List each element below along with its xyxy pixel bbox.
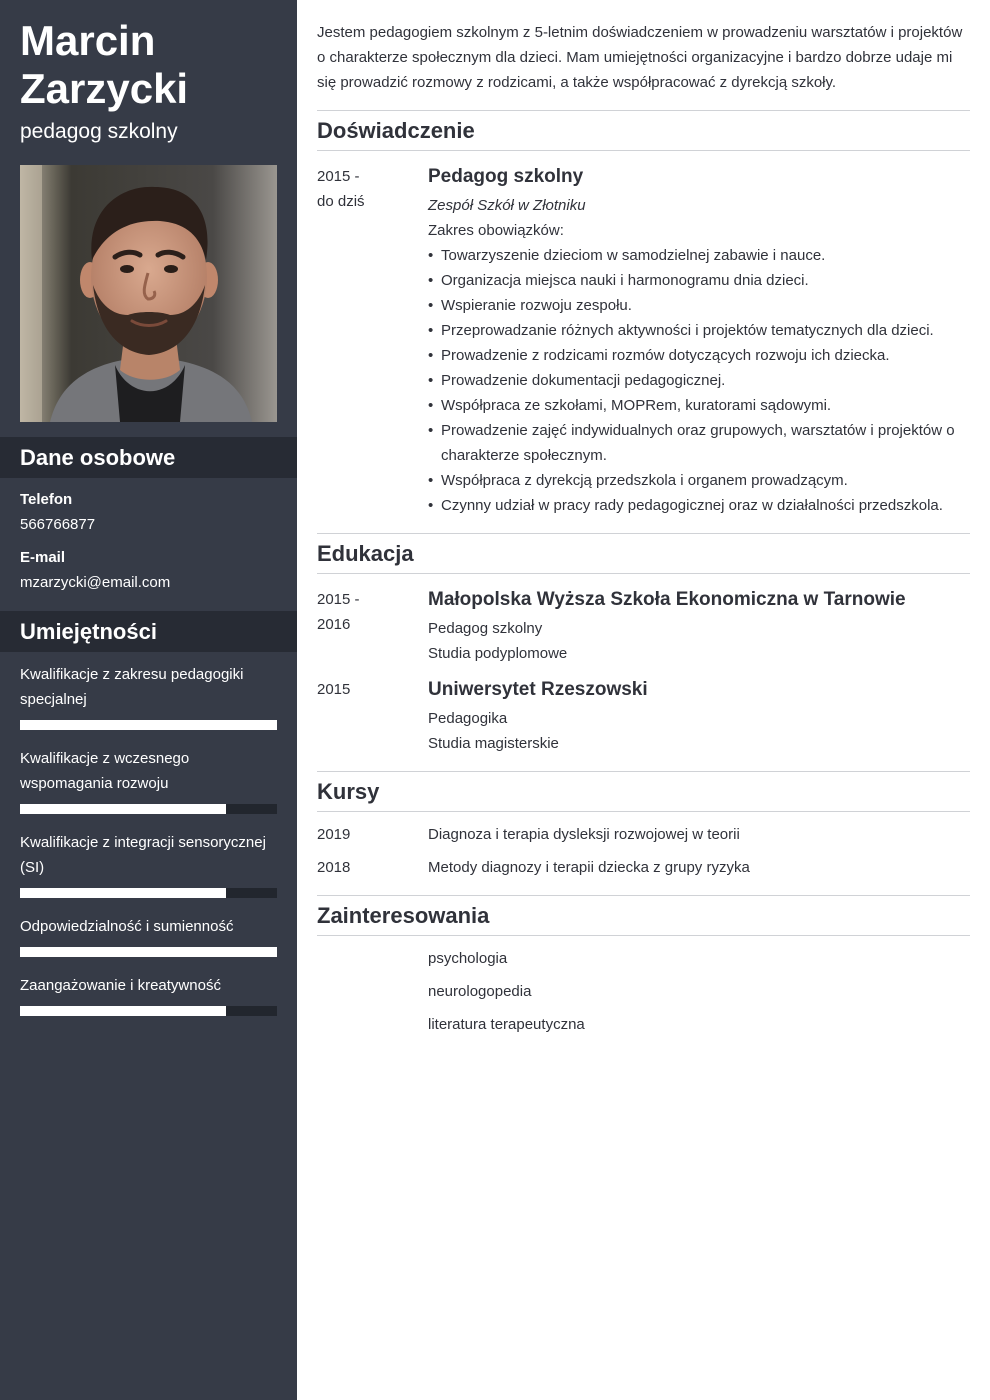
courses-heading: Kursy [317, 771, 970, 812]
candidate-name [20, 17, 280, 113]
skills-heading: Umiejętności [0, 611, 297, 652]
date-to: 2016 [317, 616, 351, 633]
interest-item: psychologia [428, 950, 508, 967]
education-heading: Edukacja [317, 533, 970, 574]
experience-entry [428, 164, 970, 518]
skill-bar [20, 720, 277, 730]
skill-label: Kwalifikacje z integracji sensorycznej (SI) [20, 834, 266, 876]
duty-item: • Współpraca z dyrekcją przedszkola i organem prowadzącym. [428, 468, 970, 493]
email-value: mzarzycki@email.com [20, 574, 171, 591]
skill-bar [20, 804, 277, 814]
skill-level-fill [20, 888, 226, 898]
course-name: Diagnoza i terapia dysleksji rozwojowej w teorii [428, 826, 740, 843]
experience-date [317, 164, 417, 214]
education-entry [428, 587, 970, 666]
school-name: Małopolska Wyższa Szkoła Ekonomiczna w Tarnowie [428, 589, 906, 610]
course-year: 2018 [317, 859, 351, 876]
date-from: 2015 - [317, 591, 360, 608]
profile-photo [20, 165, 277, 422]
position-title: Pedagog szkolny [428, 166, 584, 187]
degree-type: Studia magisterskie [428, 735, 559, 752]
employer-name: Zespół Szkół w Złotniku [428, 197, 586, 214]
experience-heading: Doświadczenie [317, 110, 970, 151]
skill-label: Zaangażowanie i kreatywność [20, 977, 221, 994]
sidebar [0, 0, 297, 1400]
skill-level-fill [20, 804, 226, 814]
first-name: Marcin [20, 17, 156, 64]
skill-bar [20, 947, 277, 957]
duty-item: • Towarzyszenie dzieciom w samodzielnej zabawie i nauce. [428, 243, 970, 268]
skill-label: Odpowiedzialność i sumienność [20, 918, 234, 935]
duty-item: • Współpraca ze szkołami, MOPRem, kuratorami sądowymi. [428, 393, 970, 418]
school-name: Uniwersytet Rzeszowski [428, 679, 648, 700]
skill-bar [20, 1006, 277, 1016]
personal-heading: Dane osobowe [0, 437, 297, 478]
skill-level-fill [20, 947, 277, 957]
duty-item: • Prowadzenie dokumentacji pedagogicznej. [428, 368, 970, 393]
skill-level-fill [20, 1006, 226, 1016]
summary-text: Jestem pedagogiem szkolnym z 5-letnim doświadczeniem w prowadzeniu warsztatów i projektów o charakterze społecznym dla dzieci. Mam umiejętności organizacyjne i bardzo dobrze udaje mi się prowadzić rozmowy z rodzicami, a także współpracować z dyrekcją szkoły. [317, 24, 963, 91]
degree-type: Studia podyplomowe [428, 645, 568, 662]
phone-label: Telefon [20, 491, 73, 508]
skill-label: Kwalifikacje z zakresu pedagogiki specjalnej [20, 666, 244, 708]
skill-bar [20, 888, 277, 898]
skill-level-fill [20, 720, 277, 730]
interests-heading: Zainteresowania [317, 895, 970, 936]
education-date [317, 587, 417, 637]
course-year: 2019 [317, 826, 351, 843]
duties-label: Zakres obowiązków: [428, 222, 564, 239]
duty-item: • Organizacja miejsca nauki i harmonogramu dnia dzieci. [428, 268, 970, 293]
education-date [317, 677, 417, 702]
skill-label: Kwalifikacje z wczesnego wspomagania rozwoju [20, 750, 190, 792]
duty-item: • Czynny udział w pracy rady pedagogicznej oraz w działalności przedszkola. [428, 493, 970, 518]
date-to: do dziś [317, 193, 365, 210]
interest-item: literatura terapeutyczna [428, 1016, 585, 1033]
education-entry [428, 677, 970, 756]
date-from: 2015 [317, 681, 351, 698]
job-title: pedagog szkolny [20, 120, 178, 143]
email-label: E-mail [20, 549, 66, 566]
date-from: 2015 - [317, 168, 360, 185]
interest-item: neurologopedia [428, 983, 532, 1000]
duty-item: • Prowadzenie zajęć indywidualnych oraz grupowych, warsztatów i projektów o charakterze społecznym. [428, 418, 970, 468]
course-name: Metody diagnozy i terapii dziecka z grupy ryzyka [428, 859, 750, 876]
duty-item: • Prowadzenie z rodzicami rozmów dotyczących rozwoju ich dziecka. [428, 343, 970, 368]
field-of-study: Pedagog szkolny [428, 620, 543, 637]
phone-value: 566766877 [20, 516, 96, 533]
field-of-study: Pedagogika [428, 710, 508, 727]
duty-item: • Przeprowadzanie różnych aktywności i projektów tematycznych dla dzieci. [428, 318, 970, 343]
duty-item: • Wspieranie rozwoju zespołu. [428, 293, 970, 318]
last-name: Zarzycki [20, 65, 189, 112]
duties-list [428, 243, 970, 518]
